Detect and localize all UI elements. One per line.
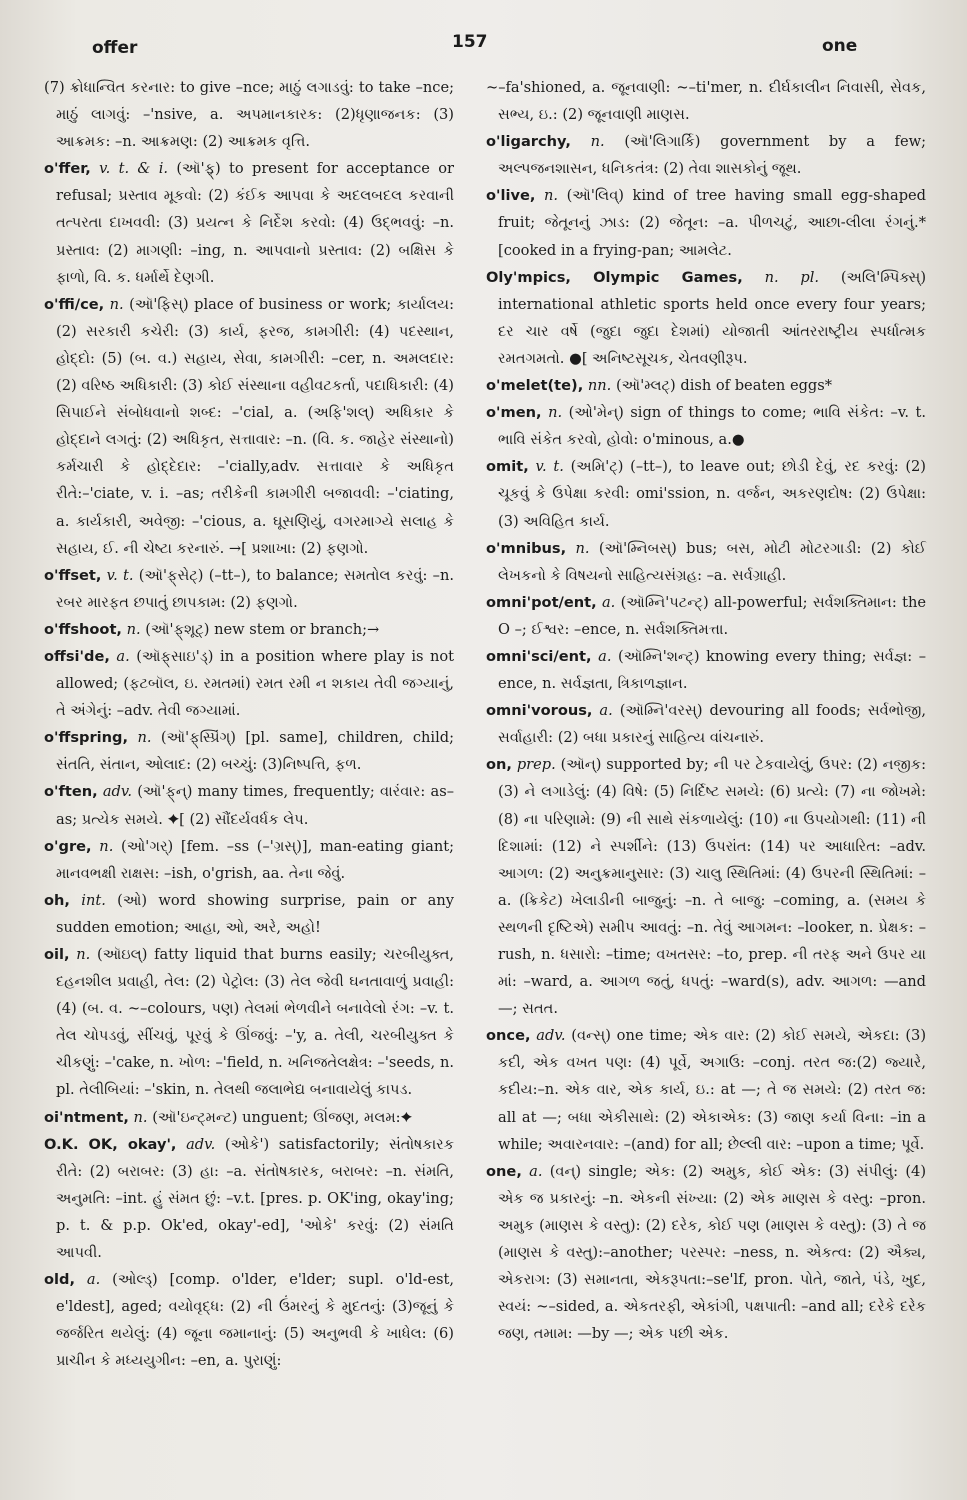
dictionary-entry	[486, 589, 926, 643]
dictionary-entry	[44, 562, 454, 616]
part-of-speech: prep.	[516, 756, 556, 774]
headword: old,	[44, 1271, 76, 1289]
definition: (ઓલ્ડ્) [comp. o'lder, e'lder; supl. o'ld-est, e'ldest], aged; વયોવૃદ્ધ: (2) ની ઉંમરનું કે મુદતનું: (3)જૂનું કે જર્જરિત થયેલું: (4) જૂના જમાનાનું: (5) અનુભવી કે ખાધેલ: (6) પ્રાચીન કે મધ્યયુગીન: –en, a. પુરાણું:	[56, 1271, 455, 1370]
definition: (ઑમ્નિ'શન્ટ્) knowing every thing; સર્વજ્ઞ: –ence, n. સર્વજ્ઞતા, ત્રિકાળજ્ઞાન.	[498, 647, 927, 693]
dictionary-entry	[44, 1131, 454, 1266]
definition: (ઓ'ગર્) [fem. –ss (–'ગ્રસ્)], man-eating giant; માનવભક્ષી રાક્ષસ: –ish, o'grish, aa. તેના જેવું.	[56, 837, 455, 882]
part-of-speech: n.	[590, 133, 605, 151]
part-of-speech: n. pl.	[764, 268, 820, 286]
dictionary-entry	[44, 643, 454, 724]
part-of-speech: nn.	[587, 377, 612, 395]
definition: (ઑ'મ્લટ્) dish of beaten eggs*	[615, 377, 833, 395]
definition: (ઑઇલ્) fatty liquid that burns easily; ચરબીયુક્ત, દહનશીલ પ્રવાહી, તેલ: (2) પેટ્રોલ: (3) તેલ જેવી ઘનતાવાળું પ્રવાહી: (4) (બ. વ. ~–colours, પણ) તેલમાં ભેળવીને બનાવેલો રંગ: –v. t. તેલ ચોપડવું, સીંચવું, પૂરવું કે ઊંજવું: –'y, a. તેલી, ચરબીયુક્ત કે ચીકણું: –'cake, n. ખોળ: –'field, n. ખનિજતેલક્ષેત્ર: –'seeds, n. pl. તેલીબિયાં: –'skin, n. તેલથી જલાભેદ્ય બનાવાયેલું કાપડ.	[56, 946, 455, 1099]
dictionary-entry	[44, 155, 454, 290]
definition: (ઑફ્‌સાઇ'ડ્) in a position where play is not allowed; (ફટબૉલ, ઇ. રમતમાં) રમત રમી ન શકાય તેવી જગ્યાનું, તે અંગેનું: –adv. તેવી જગ્યામાં.	[56, 647, 455, 720]
headword: oil,	[44, 946, 70, 963]
headword: omni'sci/ent,	[486, 647, 592, 665]
dictionary-entry	[44, 1104, 454, 1131]
dictionary-entry	[486, 535, 926, 589]
part-of-speech: a.	[598, 647, 612, 665]
headword: o'ffi/ce,	[44, 295, 105, 313]
dictionary-entry	[44, 1266, 454, 1374]
part-of-speech: n.	[76, 946, 91, 963]
headword: Oly'mpics, Olympic Games,	[486, 268, 743, 286]
dictionary-entry: (7) ક્રોધાન્વિત કરનાર: to give –nce; માઠું લગાડવું: to take –nce; માઠું લાગવું: –'nsive, a. અપમાનકારક: (2)ધૃણાજનક: (3) આક્રમક: –n. આક્રમણ: (2) આક્રમક વૃત્તિ.	[44, 79, 454, 151]
page-header	[0, 28, 967, 68]
part-of-speech: int.	[81, 891, 106, 909]
left-column	[44, 74, 454, 1375]
part-of-speech: n.	[544, 187, 559, 205]
headword: o'mnibus,	[486, 539, 567, 557]
definition: (ઑ'લિગાર્કિ) government by a few; અલ્પજનશાસન, ધનિકતંત્ર: (2) તેવા શાસકોનું જૂથ.	[498, 133, 926, 178]
headword: omit,	[486, 458, 529, 476]
part-of-speech: v. t.	[535, 458, 564, 476]
definition: (ઓ'મેન્) sign of things to come; ભાવિ સંકેત: –v. t. ભાવિ સંકેત કરવો, હોવો: o'minous, a.●	[498, 404, 927, 449]
headword: o'ffset,	[44, 566, 102, 584]
dictionary-entry	[486, 128, 926, 182]
part-of-speech: a.	[601, 593, 616, 611]
headword: one,	[486, 1162, 522, 1180]
dictionary-entry: ~–fa'shioned, a. જૂનવાણી: ~–ti'mer, n. દીર્ઘકાલીન નિવાસી, સેવક, સભ્ય, ઇ.: (2) જૂનવાણી માણસ.	[486, 79, 926, 124]
right-column	[486, 74, 926, 1347]
headword: oh,	[44, 891, 70, 909]
definition: (અમિ'ટ્) (–tt–), to leave out; છોડી દેવું, રદ કરવું: (2) ચૂકવું કે ઉપેક્ષા કરવી: omi'ssion, n. વર્જન, અકરણદોષ: (2) ઉપેક્ષા: (3) અવિહિત કાર્ય.	[498, 458, 926, 530]
part-of-speech: adv.	[102, 783, 133, 801]
headword: on,	[486, 756, 512, 774]
dictionary-entry	[44, 887, 454, 941]
dictionary-entry	[486, 643, 926, 697]
part-of-speech: n.	[99, 837, 114, 855]
right-guide-word: one	[822, 36, 858, 56]
part-of-speech: n.	[126, 620, 141, 638]
definition: (ઑ'ફિસ્) place of business or work; કાર્યાલય: (2) સરકારી કચેરી: (3) કાર્ય, ફરજ, કામગીરી: (4) પદસ્થાન, હોદ્દો: (5) (બ. વ.) સહાય, સેવા, કામગીરી: –cer, n. અમલદાર: (2) વરિષ્ઠ અધિકારી: (3) કોઈ સંસ્થાના વહીવટકર્તા, પદાધિકારી: (4) સિપાઈને સંબોધવાનો શબ્દ: –'cial, a. (અફિ'શલ્) અધિકાર કે હોદ્દાને લગતું: (2) અધિકૃત, સત્તાવાર: –n. (વિ. ક. જાહેર સંસ્થાનો) કર્મચારી કે હોદ્દેદાર: –'cially,adv. સત્તાવાર કે અધિકૃત રીતે:–'ciate, v. i. –as; તરીકેની કામગીરી બજાવવી: –'ciating, a. કાર્યકારી, અવેજી: –'cious, a. ઘૂસણિયું, વગરમાગ્યે સલાહ કે સહાય, ઈ. ની ચેષ્ટા કરનારું. →[ પ્રશાખા: (2) ફણગો.	[56, 295, 455, 557]
part-of-speech: a.	[529, 1162, 543, 1180]
definition: (ઑ'ફ્‌સ્પ્રિંગ્) [pl. same], children, child; સંતતિ, સંતાન, ઓલાદ: (2) બચ્ચું: (3)નિષ્પત્તિ, ફળ.	[56, 729, 455, 774]
part-of-speech: n.	[133, 1108, 148, 1126]
definition: (વન્સ્) one time; એક વાર: (2) કોઈ સમયે, એકદા: (3) કદી, એક વખત પણ: (4) પૂર્વે, અગાઉ: –conj. તરત જ:(2) જ્યારે, કદીય:–n. એક વાર, એક કાર્ય, ઇ.: at —; તે જ સમયે: (2) તરત જ: all at —; બધા એકીસાથે: (2) એકાએક: (3) જાણ કર્યા વિના: –in a while; અવારનવાર: –(and) for all; છેલ્લી વાર: –upon a time; પૂર્વે.	[498, 1027, 927, 1153]
dictionary-entry	[486, 1022, 926, 1157]
dictionary-entry	[486, 453, 926, 534]
definition: (ઑ'લિવ્) kind of tree having small egg-shaped fruit; જેતૂનનું ઝાડ: (2) જેતૂન: –a. પીળચટું, આછા-લીલા રંગનું.*[cooked in a frying-pan; આમલેટ.	[498, 187, 927, 259]
definition: (ઓકે') satisfactorily; સંતોષકારક રીતે: (2) બરાબર: (3) હા: –a. સંતોષકારક, બરાબર: –n. સંમતિ, અનુમતિ: –int. હું સંમત છું: –v.t. [pres. p. OK'ing, okay'ing; p. t. & p.p. Ok'ed, okay'-ed], 'ઓકે' કરવું: (2) સંમતિ આપવી.	[56, 1135, 455, 1262]
headword: offsi'de,	[44, 647, 110, 665]
headword: o'ligarchy,	[486, 133, 571, 151]
definition: (ઑ'ફ્‌શૂટ્) new stem or branch;→	[145, 620, 380, 638]
definition: (ઑ'ફ્ર્) to present for acceptance or refusal; પ્રસ્તાવ મૂકવો: (2) કંઈક આપવા કે અદલબદલ કરવાની તત્પરતા દાખવવી: (3) પ્રયત્ન કે નિર્દેશ કરવો: (4) ઉદ્ભવવું: –n. પ્રસ્તાવ: (2) માગણી: –ing, n. આપવાનો પ્રસ્તાવ: (2) બક્ષિસ કે ફાળો, વિ. ક. ધર્માર્થે દેણગી.	[56, 160, 454, 286]
page-number: 157	[452, 32, 488, 52]
headword: O.K. OK, okay',	[44, 1135, 177, 1153]
part-of-speech: n.	[109, 295, 124, 313]
part-of-speech: v. t. & i.	[99, 160, 169, 178]
dictionary-entry	[44, 833, 454, 887]
headword: o'ffer,	[44, 160, 91, 178]
part-of-speech: adv.	[536, 1027, 566, 1045]
definition: (ઑમ્નિ'પટન્ટ્) all-powerful; સર્વશક્તિમાન: the O –; ઈશ્વર: –ence, n. સર્વશક્તિમત્તા.	[498, 593, 926, 638]
headword: o'gre,	[44, 837, 92, 855]
left-guide-word: offer	[92, 38, 138, 58]
dictionary-entry	[486, 1158, 926, 1348]
definition: (ઑ'ઇન્ટ્‌મન્ટ) unguent; ઊંજણ, મલમ:✦	[152, 1108, 413, 1126]
dictionary-entry	[486, 372, 926, 399]
headword: once,	[486, 1027, 531, 1045]
part-of-speech: v. t.	[106, 566, 134, 584]
headword: o'men,	[486, 404, 542, 422]
dictionary-entry	[44, 778, 454, 832]
part-of-speech: adv.	[186, 1135, 216, 1153]
definition: (ઑ'ફ્‌સેટ્) (–tt–), to balance; સમતોલ કરવું: –n. રબર મારફત છપાતું છાપકામ: (2) ફણગો.	[56, 566, 455, 611]
definition: (ઑ'મ્નિબસ્) bus; બસ, મોટી મોટરગાડી: (2) કોઈ લેખકનો કે વિષયનો સાહિત્યસંગ્રહ: –a. સર્વગ્રાહી.	[498, 539, 927, 584]
dictionary-entry	[486, 751, 926, 1022]
dictionary-entry	[44, 616, 454, 643]
dictionary-entry	[44, 291, 454, 562]
dictionary-entry	[486, 399, 926, 453]
headword: oi'ntment,	[44, 1108, 129, 1126]
headword: o'ffshoot,	[44, 620, 122, 638]
definition: (ઑમ્નિ'વરસ્) devouring all foods; સર્વભોજી, સર્વાહારી: (2) બધા પ્રકારનું સાહિત્ય વાંચનારું.	[498, 702, 927, 747]
dictionary-entry	[44, 724, 454, 778]
part-of-speech: n.	[137, 729, 152, 747]
part-of-speech: a.	[599, 702, 613, 720]
dictionary-entry	[486, 264, 926, 372]
dictionary-entry	[486, 182, 926, 263]
part-of-speech: a.	[86, 1271, 101, 1289]
definition: (અલિ'મ્પિક્સ્) international athletic sports held once every four years; દર ચાર વર્ષે (જુદા જુદા દેશમાં) યોજાતી આંતરરાષ્ટ્રીય સ્પર્ધાત્મક રમતગમતો. ●[ અનિષ્ટસૂચક, ચેતવણીરૂપ.	[498, 268, 927, 367]
headword: o'live,	[486, 187, 536, 205]
dictionary-entry	[44, 941, 454, 1104]
definition: (ઓ) word showing surprise, pain or any sudden emotion; આહા, ઓ, અરે, અહો!	[56, 891, 454, 936]
headword: omni'pot/ent,	[486, 593, 597, 611]
part-of-speech: a.	[116, 647, 130, 665]
headword: o'melet(te),	[486, 377, 584, 395]
dictionary-entry	[486, 697, 926, 751]
headword: o'ffspring,	[44, 729, 129, 747]
definition: (ઑ'ફ્‌ન્) many times, frequently; વારંવાર: as–as; પ્રત્યેક સમયે. ✦[ (2) સૌંદર્યવર્ધક લેપ.	[56, 783, 455, 828]
definition: (ઑન્) supported by; ની પર ટેકવાયેલું, ઉપર: (2) નજીક: (3) ને લગાડેલું: (4) વિષે: (5) નિર્દિષ્ટ સમયે: (6) પ્રત્યે: (7) ના જોખમે: (8) ના પરિણામે: (9) ની સાથે સંકળાયેલું: (10) ના ઉપયોગથી: (11) ની દિશામાં: (12) ને સ્પર્શીને: (13) ઉપરાંત: (14) પર આધારિત: –adv. આગળ: (2) અનુક્રમાનુસાર: (3) ચાલુ સ્થિતિમાં: (4) ઉપરની સ્થિતિમાં: –a. (ક્રિકેટ) ખેલાડીની બાજુનું: –n. તે બાજુ: –coming, a. (સમય કે સ્થળની દૃષ્ટિએ) સમીપ આવતું: –n. તેવું આગમન: –looker, n. પ્રેક્ષક: –rush, n. ધસારો: –time; વખતસર: –to, prep. ની તરફ અને ઉપર યા માં: –ward, a. આગળ જતું, ધપતું: –ward(s), adv. આગળ: —and —; સતત.	[498, 756, 926, 1018]
part-of-speech: n.	[575, 539, 590, 557]
part-of-speech: n.	[548, 404, 563, 422]
definition: (વન્) single; એક: (2) અમુક, કોઈ એક: (3) સંપીલું: (4) એક જ પ્રકારનું: –n. એકની સંખ્યા: (2) એક માણસ કે વસ્તુ: –pron. અમુક (માણસ કે વસ્તુ): (2) દરેક, કોઈ પણ (માણસ કે વસ્તુ): (3) તે જ (માણસ કે વસ્તુ):–another; પરસ્પર: –ness, n. એકત્વ: (2) ઐક્ય, એકરાગ: (3) સમાનતા, એકરૂપતા:–se'lf, pron. પોતે, જાતે, પંડે, ખુદ, સ્વયં: ~–sided, a. એકતરફી, એકાંગી, પક્ષપાતી: –and all; દરેકે દરેક જણ, તમામ: —by —; એક પછી એક.	[498, 1162, 927, 1343]
headword: o'ften,	[44, 783, 98, 801]
headword: omni'vorous,	[486, 702, 593, 720]
